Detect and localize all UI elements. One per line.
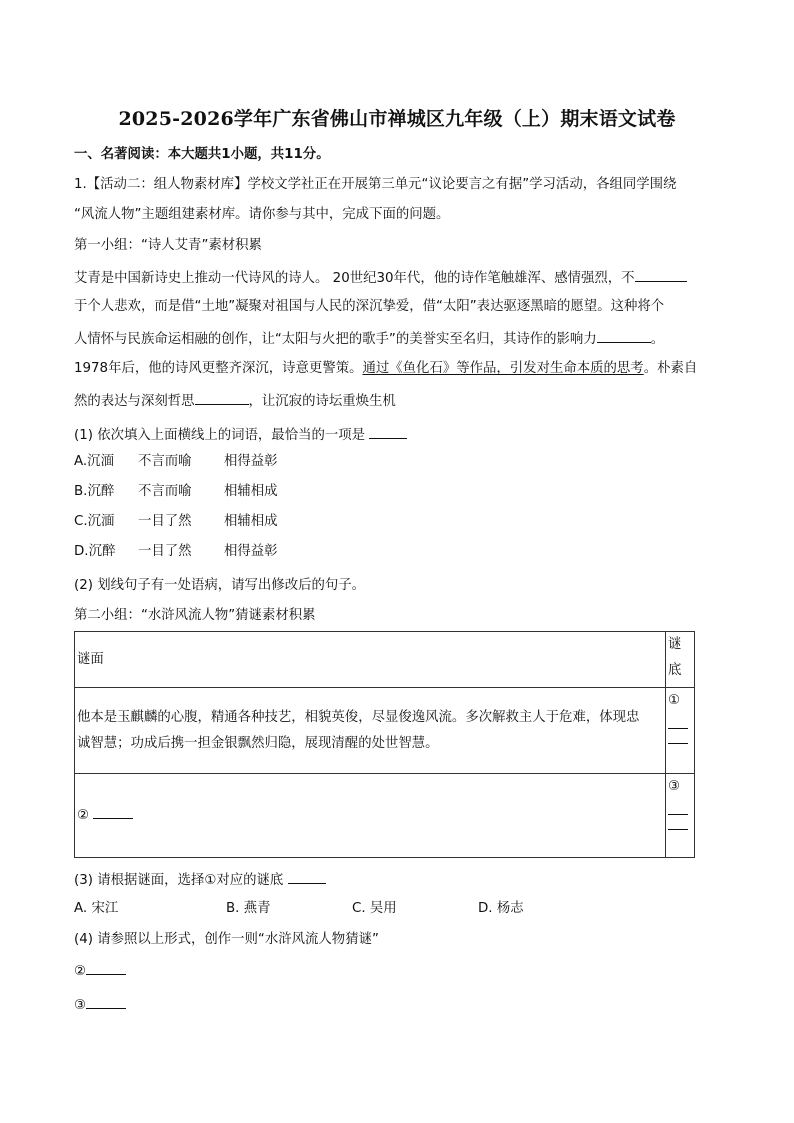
group1-para-line-2: 于个人悲欢，而是借“土地”凝聚对祖国与人民的深沉挚爱，借“太阳”表达驱逐黑暗的愿望。这种将个: [74, 299, 665, 314]
group1-heading: 第一小组：“诗人艾青”素材积累: [74, 238, 262, 253]
q1-option-b[interactable]: [74, 483, 278, 501]
answer-blank-q1[interactable]: [369, 425, 407, 439]
option-word: 相得益彰: [224, 454, 278, 469]
option-label: C.沉湎: [74, 514, 115, 529]
answer-blank[interactable]: [668, 731, 688, 744]
group1-text: 然的表达与深刻哲思: [74, 394, 195, 409]
option-word: 不言而喻: [138, 484, 192, 499]
option-label: A.沉湎: [74, 454, 114, 469]
answer-blank[interactable]: [86, 961, 126, 975]
riddle-text: 他本是玉麒麟的心腹，精通各种技艺，相貌英俊，尽显俊逸风流。多次解救主人于危难，体现忠: [77, 709, 640, 725]
group1-text: 1978年后，他的诗风更整齐深沉，诗意更警策。: [74, 361, 363, 376]
group1-text: 。朴素自: [643, 361, 698, 376]
header-char: 底: [668, 663, 682, 678]
header-char: 谜: [668, 637, 682, 652]
q3-option-d[interactable]: D. 杨志: [478, 901, 524, 916]
table-header-row: [75, 632, 695, 688]
riddle-text: 诚智慧；功成后携一担金银飘然归隐，展现清醒的处世智慧。: [77, 735, 439, 751]
riddle-face-2[interactable]: [75, 774, 666, 858]
group1-para-line-5: [74, 391, 396, 411]
question-text: (1) 依次填入上面横线上的词语，最恰当的一项是: [74, 428, 366, 443]
answer-blank[interactable]: [93, 805, 133, 819]
group1-para-line-4: [74, 360, 697, 378]
header-riddle-answer: [666, 632, 695, 688]
intro-line-1: 1.【活动二：组人物素材库】学校文学社正在开展第三单元“议论要言之有据”学习活动，各组同学围绕: [74, 177, 677, 192]
question-1-stem: [74, 425, 407, 445]
option-word: 不言而喻: [138, 454, 192, 469]
answer-blank-q3[interactable]: [288, 870, 326, 884]
option-word: 相辅相成: [224, 514, 278, 529]
riddle-table: [74, 631, 695, 858]
question-3-stem: [74, 870, 326, 890]
option-word: 一目了然: [138, 544, 192, 559]
riddle-face-1: [75, 688, 666, 774]
group1-text: 。: [650, 332, 665, 347]
q4-answer-3[interactable]: [74, 995, 126, 1015]
intro-line-2: “风流人物”主题组建素材库。请你参与其中，完成下面的问题。: [74, 207, 450, 222]
underlined-sentence: 通过《鱼化石》等作品，引发对生命本质的思考: [362, 361, 644, 376]
circled-number: ②: [74, 964, 87, 979]
option-label: D.沉醉: [74, 544, 116, 559]
table-row: [75, 688, 695, 774]
circled-number: ②: [77, 807, 90, 823]
group1-para-line-1: [74, 268, 687, 288]
answer-blank[interactable]: [668, 817, 688, 830]
question-2-stem: (2) 划线句子有一处语病，请写出修改后的句子。: [74, 578, 366, 593]
group1-text: 艾青是中国新诗史上推动一代诗风的诗人。 20世纪30年代，他的诗作笔触雄浑、感情强烈，不: [74, 271, 635, 286]
fill-blank-3[interactable]: [195, 391, 249, 405]
table-row: [75, 774, 695, 858]
group1-text: 人情怀与民族命运相融的创作，让“太阳与火把的歌手”的美誉实至名归，其诗作的影响力: [74, 332, 597, 347]
circled-number: ①: [668, 693, 681, 708]
q3-option-b[interactable]: B. 燕青: [226, 901, 271, 916]
q1-option-a[interactable]: [74, 453, 278, 471]
answer-blank[interactable]: [668, 802, 688, 815]
group1-text: ，让沉寂的诗坛重焕生机: [248, 394, 396, 409]
fill-blank-1[interactable]: [635, 268, 687, 282]
header-riddle-face: 谜面: [75, 632, 666, 688]
group1-para-line-3: [74, 329, 664, 349]
circled-number: ③: [74, 998, 87, 1013]
group2-heading: 第二小组：“水浒风流人物”猜谜素材积累: [74, 608, 316, 623]
q1-option-d[interactable]: [74, 543, 278, 561]
fill-blank-2[interactable]: [597, 329, 651, 343]
q3-options: [74, 900, 524, 918]
question-4-stem: (4) 请参照以上形式，创作一则“水浒风流人物猜谜”: [74, 932, 379, 947]
option-word: 相得益彰: [224, 544, 278, 559]
section-heading: 一、名著阅读：本大题共1小题，共11分。: [74, 147, 330, 162]
question-text: (3) 请根据谜面，选择①对应的谜底: [74, 873, 284, 888]
q1-option-c[interactable]: [74, 513, 278, 531]
riddle-answer-2[interactable]: [666, 774, 695, 858]
option-label: B.沉醉: [74, 484, 115, 499]
answer-blank[interactable]: [668, 716, 688, 729]
q3-option-c[interactable]: C. 吴用: [352, 901, 397, 916]
page-title: 2025-2026学年广东省佛山市禅城区九年级（上）期末语文试卷: [118, 108, 676, 130]
q4-answer-2[interactable]: [74, 961, 126, 981]
riddle-answer-1[interactable]: [666, 688, 695, 774]
answer-blank[interactable]: [86, 995, 126, 1009]
q3-option-a[interactable]: A. 宋江: [74, 901, 119, 916]
option-word: 一目了然: [138, 514, 192, 529]
option-word: 相辅相成: [224, 484, 278, 499]
circled-number: ③: [668, 779, 681, 794]
